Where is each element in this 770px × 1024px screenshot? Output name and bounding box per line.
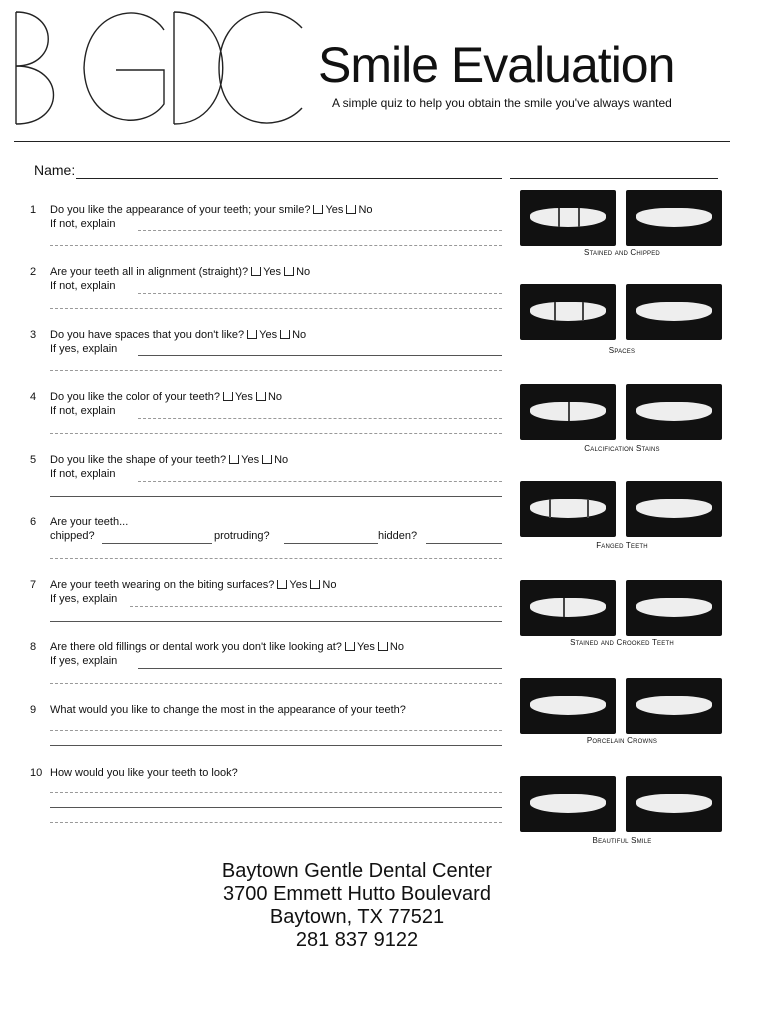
yes-checkbox[interactable] (313, 205, 323, 214)
yes-label: Yes (241, 454, 260, 466)
question-text: Do you like the color of your teeth? Yes No (50, 391, 282, 403)
answer-line[interactable] (50, 822, 502, 823)
answer-line[interactable] (50, 730, 502, 731)
smile-photo-after (626, 776, 722, 832)
no-checkbox[interactable] (284, 267, 294, 276)
photo-caption: Calcification Stains (584, 444, 660, 453)
chipped-label: chipped? (50, 530, 95, 542)
photo-caption: Fanged Teeth (596, 541, 648, 550)
answer-line[interactable] (50, 792, 502, 793)
answer-line[interactable] (50, 433, 502, 434)
question-number: 3 (30, 329, 37, 341)
photo-caption: Stained and Chipped (584, 248, 660, 257)
answer-line[interactable] (50, 683, 502, 684)
photo-caption: Porcelain Crowns (586, 736, 658, 745)
question-number: 6 (30, 516, 37, 528)
question-text: Are there old fillings or dental work you don't like looking at? Yes No (50, 641, 404, 653)
smile-photo-after (626, 190, 722, 246)
no-label: No (292, 329, 307, 341)
smile-photo-before (520, 384, 616, 440)
page-subtitle: A simple quiz to help you obtain the smile you've always wanted (332, 96, 672, 110)
question-number: 1 (30, 204, 37, 216)
yes-checkbox[interactable] (251, 267, 261, 276)
answer-line[interactable] (50, 745, 502, 746)
clinic-street: 3700 Emmett Hutto Boulevard (223, 883, 491, 905)
question-text: How would you like your teeth to look? (50, 767, 238, 779)
page-title: Smile Evaluation (318, 37, 675, 93)
yes-label: Yes (259, 329, 278, 341)
smile-photo-before (520, 284, 616, 340)
answer-line[interactable] (50, 807, 502, 808)
question-text: Do you have spaces that you don't like? Yes No (50, 329, 307, 341)
answer-line[interactable] (138, 230, 502, 231)
no-checkbox[interactable] (378, 642, 388, 651)
yes-label: Yes (263, 266, 282, 278)
yes-label: Yes (289, 579, 308, 591)
name-field-extension (510, 178, 718, 179)
chipped-field[interactable] (102, 543, 212, 544)
no-label: No (358, 204, 373, 216)
explain-label: If not, explain (50, 218, 116, 230)
clinic-city: Baytown, TX 77521 (269, 906, 445, 928)
question-number: 8 (30, 641, 37, 653)
smile-photo-before (520, 190, 616, 246)
name-label: Name: (34, 162, 76, 178)
smile-photo-after (626, 678, 722, 734)
yes-checkbox[interactable] (277, 580, 287, 589)
explain-label: If yes, explain (50, 593, 118, 605)
answer-line[interactable] (138, 481, 502, 482)
smile-photo-after (626, 580, 722, 636)
no-checkbox[interactable] (280, 330, 290, 339)
smile-photo-before (520, 776, 616, 832)
answer-line[interactable] (50, 621, 502, 622)
answer-line[interactable] (138, 355, 502, 356)
no-label: No (274, 454, 289, 466)
answer-line[interactable] (50, 370, 502, 371)
smile-photo-after (626, 284, 722, 340)
answer-line[interactable] (138, 418, 502, 419)
yes-label: Yes (234, 391, 253, 403)
answer-line[interactable] (50, 558, 502, 559)
question-number: 5 (30, 454, 37, 466)
question-text: Are your teeth all in alignment (straight)? Yes No (50, 266, 311, 278)
explain-label: If not, explain (50, 405, 116, 417)
question-number: 10 (30, 767, 43, 779)
yes-checkbox[interactable] (345, 642, 355, 651)
no-label: No (296, 266, 311, 278)
name-field[interactable] (76, 178, 502, 179)
question-text: What would you like to change the most in the appearance of your teeth? (50, 704, 406, 716)
bgdc-logo (14, 8, 304, 128)
answer-line[interactable] (50, 496, 502, 497)
clinic-phone: 281 837 9122 (295, 929, 419, 951)
question-text: Do you like the shape of your teeth? Yes No (50, 454, 289, 466)
yes-checkbox[interactable] (247, 330, 257, 339)
smile-photo-before (520, 481, 616, 537)
no-checkbox[interactable] (256, 392, 266, 401)
yes-checkbox[interactable] (223, 392, 233, 401)
yes-checkbox[interactable] (229, 455, 239, 464)
photo-caption: Spaces (608, 346, 636, 355)
answer-line[interactable] (50, 308, 502, 309)
explain-label: If yes, explain (50, 343, 118, 355)
no-checkbox[interactable] (262, 455, 272, 464)
yes-label: Yes (325, 204, 344, 216)
photo-caption: Beautiful Smile (592, 836, 652, 845)
explain-label: If yes, explain (50, 655, 118, 667)
explain-label: If not, explain (50, 280, 116, 292)
no-label: No (389, 641, 404, 653)
question-number: 4 (30, 391, 37, 403)
smile-photo-before (520, 678, 616, 734)
clinic-name: Baytown Gentle Dental Center (221, 860, 493, 882)
smile-photo-after (626, 481, 722, 537)
question-text: Are your teeth... (50, 516, 129, 528)
question-number: 2 (30, 266, 37, 278)
protruding-field[interactable] (284, 543, 378, 544)
question-text: Do you like the appearance of your teeth; your smile? Yes No (50, 204, 373, 216)
no-label: No (322, 579, 337, 591)
answer-line[interactable] (138, 293, 502, 294)
yes-label: Yes (356, 641, 375, 653)
no-label: No (267, 391, 282, 403)
answer-line[interactable] (138, 668, 502, 669)
answer-line[interactable] (50, 245, 502, 246)
smile-photo-after (626, 384, 722, 440)
no-checkbox[interactable] (310, 580, 320, 589)
hidden-label: hidden? (378, 530, 418, 542)
question-number: 7 (30, 579, 37, 591)
no-checkbox[interactable] (346, 205, 356, 214)
question-number: 9 (30, 704, 37, 716)
clinic-address-block (0, 860, 714, 952)
protruding-label: protruding? (214, 530, 270, 542)
photo-caption: Stained and Crooked Teeth (570, 638, 674, 647)
question-text: Are your teeth wearing on the biting surfaces? Yes No (50, 579, 337, 591)
smile-photo-before (520, 580, 616, 636)
header-divider (14, 141, 730, 142)
answer-line[interactable] (130, 606, 502, 607)
hidden-field[interactable] (426, 543, 502, 544)
explain-label: If not, explain (50, 468, 116, 480)
